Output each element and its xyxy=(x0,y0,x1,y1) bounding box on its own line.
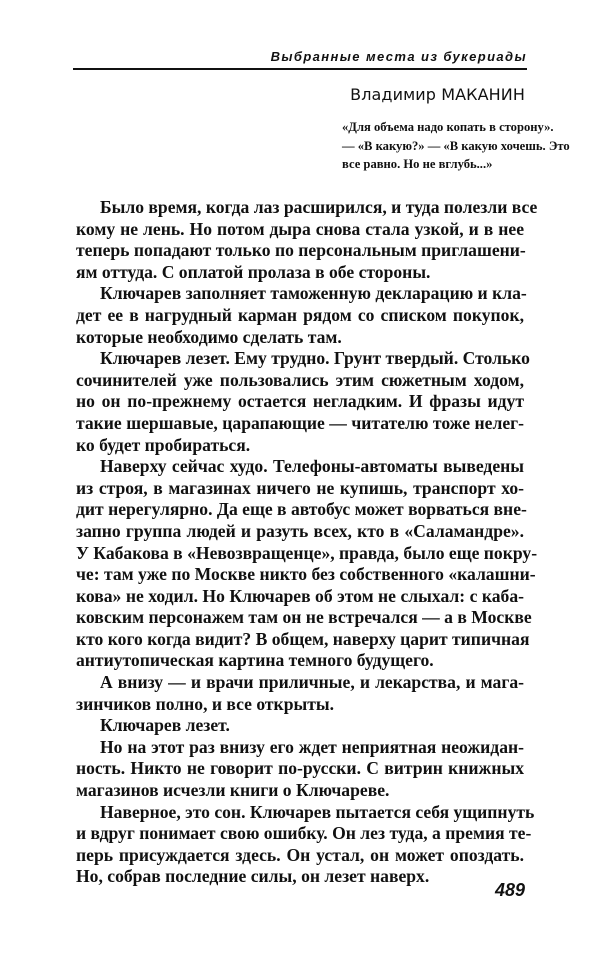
body-line: Но на этот раз внизу его ждет неприятная неожидан- xyxy=(100,736,524,757)
epigraph xyxy=(342,118,570,174)
body-line: которые необходимо сделать там. xyxy=(76,326,342,347)
body-line: Наверху сейчас худо. Телефоны-автоматы выведены xyxy=(100,456,524,477)
body-line: кова» не ходил. Но Ключарев об этом не слыхал: с каба- xyxy=(76,585,524,606)
body-line: теперь попадают только по персональным приглашени- xyxy=(76,240,526,261)
body-line: магазинов исчезли книги о Ключареве. xyxy=(76,780,390,801)
body-line: дит нерегулярно. Да еще в автобус может ворваться вне- xyxy=(76,499,527,520)
running-header-title: Выбранные места из букериады xyxy=(270,49,527,64)
body-line: Наверное, это сон. Ключарев пытается себя ущипнуть xyxy=(100,801,535,822)
body-line: сочинителей уже пользовались этим сюжетным ходом, xyxy=(76,369,524,390)
page-number: 489 xyxy=(495,880,526,900)
body-line: перь присуждается здесь. Он устал, он может опоздать. xyxy=(76,844,524,865)
body-line: дет ее в нагрудный карман рядом со списком покупок, xyxy=(76,304,524,325)
body-line: зинчиков полно, и все открыты. xyxy=(76,693,334,714)
body-line: ко будет пробираться. xyxy=(76,434,251,455)
author-name: Владимир МАКАНИН xyxy=(350,85,525,104)
body-line: но он по-прежнему остается негладким. И фразы идут xyxy=(76,391,524,412)
body-line: Ключарев лезет. xyxy=(100,715,230,736)
body-line: Ключарев заполняет таможенную декларацию и кла- xyxy=(100,283,527,304)
epigraph-line: «Для объема надо копать в сторону». xyxy=(342,120,554,134)
body-line: ям оттуда. С оплатой пролаза в обе стороны. xyxy=(76,261,431,282)
body-line: запно группа людей и разуть всех, кто в «Саламандре». xyxy=(76,520,524,541)
body-line: ность. Никто не говорит по-русски. С витрин книжных xyxy=(76,758,524,779)
body-line: кому не лень. Но потом дыра снова стала узкой, и в нее xyxy=(76,218,524,239)
epigraph-line: — «В какую?» — «В какую хочешь. Это xyxy=(342,138,570,153)
body-line: Было время, когда лаз расширился, и туда полезли все xyxy=(100,197,538,217)
body-line: Ключарев лезет. Ему трудно. Грунт твердый. Столько xyxy=(100,348,530,369)
author-block xyxy=(74,84,527,106)
body-line: У Кабакова в «Невозвращенце», правда, было еще покру- xyxy=(76,542,538,563)
body-line: ковским персонажем там он не встречался — а в Москве xyxy=(76,607,532,628)
body-line: че: там уже по Москве никто без собственного «калашни- xyxy=(76,564,536,585)
epigraph-line: все равно. Но не вглубь...» xyxy=(342,157,493,172)
body-line: такие шершавые, царапающие — читателю тоже нелег- xyxy=(76,412,524,433)
body-line: и вдруг понимает свою ошибку. Он лез туда, а премия те- xyxy=(76,823,532,844)
running-header xyxy=(73,46,527,70)
body-line: А внизу — и врачи приличные, и лекарства, и мага- xyxy=(100,672,524,693)
body-line: Но, собрав последние силы, он лезет наверх. xyxy=(76,866,430,887)
body-line: кто кого когда видит? В общем, наверху царит типичная xyxy=(76,628,530,649)
body-line: антиутопическая картина темного будущего. xyxy=(76,650,434,671)
body-line: из строя, в магазинах ничего не купишь, транспорт хо- xyxy=(76,477,524,498)
body-text xyxy=(76,197,538,888)
